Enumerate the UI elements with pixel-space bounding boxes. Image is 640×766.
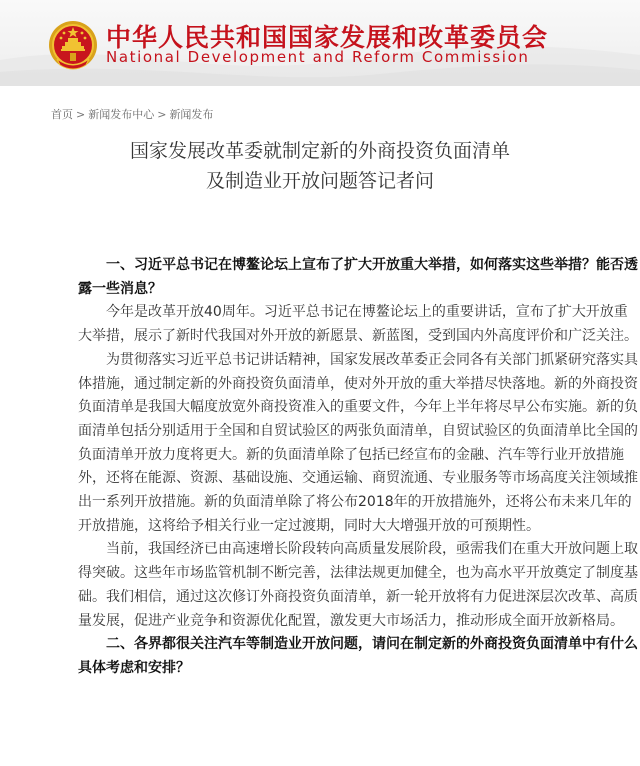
article-title-line-1: 国家发展改革委就制定新的外商投资负面清单 [129,140,510,162]
article-body [78,254,640,681]
answer-paragraph: 当前，我国经济已由高速增长阶段转向高质量发展阶段，亟需我们在重大开放问题上取得突破。这些年市场监管机制不断完善，法律法规更加健全，也为高水平开放奠定了制度基础。我们相信，通过这次修订外商投资负面清单，新一轮开放将有力促进深层次改革、高质量发展，促进产业竞争和资源优化配置，激发更大市场活力，推动形成全面开放新格局。 [78,541,638,629]
breadcrumb-news-center-link[interactable]: 新闻发布中心 [88,108,155,121]
breadcrumb [51,106,213,122]
article-title [40,136,600,196]
breadcrumb-separator: > [157,108,167,121]
answer-paragraph: 为贯彻落实习近平总书记讲话精神，国家发展改革委正会同各有关部门抓紧研究落实具体措施，通过制定新的外商投资负面清单，使对外开放的重大举措尽快落地。新的外商投资负面清单是我国大幅度放宽外商投资准入的重要文件，今年上半年将尽早公布实施。新的负面清单包括分别适用于全国和自贸试验区的两张负面清单，自贸试验区的负面清单比全国的负面清单开放力度将更大。新的负面清单除了包括已经宣布的金融、汽车等行业开放措施外，还将在能源、资源、基础设施、交通运输、商贸流通、专业服务等市场高度关注领域推出一系列开放措施。新的负面清单除了将公布2018年的开放措施外，还将公布未来几年的开放措施，这将给予相关行业一定过渡期，同时大大增强开放的可预期性。 [78,351,638,534]
question-paragraph: 一、习近平总书记在博鳌论坛上宣布了扩大开放重大举措，如何落实这些举措？能否透露一些消息？ [78,257,638,297]
breadcrumb-home-link[interactable]: 首页 [51,108,73,121]
site-title-chinese: 中华人民共和国国家发展和改革委员会 [106,23,549,52]
breadcrumb-separator: > [76,108,86,121]
site-title-english: National Development and Reform Commission [106,48,530,66]
national-emblem-icon [48,19,98,71]
site-header [0,0,640,86]
question-paragraph: 二、各界都很关注汽车等制造业开放问题，请问在制定新的外商投资负面清单中有什么具体考虑和安排？ [78,636,638,676]
article-title-line-2: 及制造业开放问题答记者问 [205,170,434,192]
article-container [0,86,640,766]
breadcrumb-news-release-link[interactable]: 新闻发布 [169,108,214,121]
answer-paragraph: 今年是改革开放40周年。习近平总书记在博鳌论坛上的重要讲话，宣布了扩大开放重大举措，展示了新时代我国对外开放的新愿景、新蓝图，受到国内外高度评价和广泛关注。 [78,304,638,345]
